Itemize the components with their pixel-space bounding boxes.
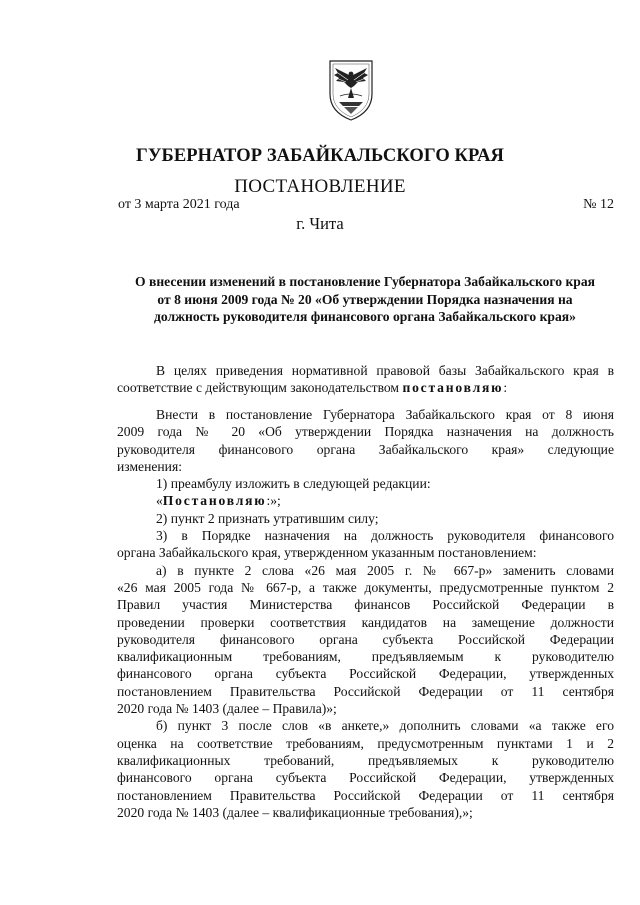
preamble-text: соответствие с действующим законодательством — [117, 380, 403, 396]
document-subject — [112, 273, 618, 326]
body-line: органа Забайкальского края, утвержденном указанным постановлением: — [117, 545, 537, 561]
body-line: 2) пункт 2 признать утратившим силу; — [156, 510, 379, 526]
body-line: квалификационных требований, предъявляемых к руководителю — [117, 752, 614, 768]
authority-title: ГУБЕРНАТОР ЗАБАЙКАЛЬСКОГО КРАЯ — [135, 146, 505, 166]
body-line: б) пункт 3 после слов «в анкете,» дополнить словами «а также его — [156, 718, 614, 734]
body-line: постановлением Правительства Российской Федерации от 11 сентября — [117, 683, 614, 699]
document-type: ПОСТАНОВЛЕНИЕ — [234, 176, 406, 197]
body-line: оценка на соответствие требованиям, предусмотренным пунктами 1 и 2 — [117, 735, 614, 751]
coat-of-arms-emblem — [326, 58, 376, 122]
preamble-line: В целях приведения нормативной правовой базы Забайкальского края в — [156, 363, 614, 378]
preamble-line — [117, 379, 614, 396]
subject-line: должность руководителя финансового органа Забайкальского края» — [154, 309, 576, 324]
body-line: проведении проверки соответствия кандидатов на замещение должности — [117, 614, 614, 630]
body-line: изменения: — [117, 458, 182, 474]
body-line: 1) преамбулу изложить в следующей редакции: — [156, 476, 431, 492]
body-line — [117, 492, 614, 509]
body-line: 2020 года № 1403 (далее – квалификационные требования),»; — [117, 804, 473, 820]
document-number: № 12 — [583, 197, 614, 212]
quote-open: « — [156, 493, 163, 509]
body-line: 2020 года № 1403 (далее – Правила)»; — [117, 701, 337, 717]
body-line: руководителя финансового органа субъекта Российской Федерации — [117, 631, 614, 647]
body-line: «26 мая 2005 года № 667-р, а также документы, предусмотренные пунктом 2 — [117, 579, 614, 595]
quote-close: :»; — [266, 493, 281, 509]
body-line: руководителя финансового органа Забайкальского края» следующие — [117, 441, 614, 457]
body-line: финансового органа субъекта Российской Федерации, утвержденных — [117, 666, 614, 682]
body-line: постановлением Правительства Российской Федерации от 11 сентября — [117, 787, 614, 803]
preamble — [117, 362, 614, 397]
city: г. Чита — [296, 214, 344, 233]
subject-line: О внесении изменений в постановление Губернатора Забайкальского края — [135, 274, 595, 289]
preamble-colon: : — [503, 380, 508, 396]
body-line: финансового органа субъекта Российской Федерации, утвержденных — [117, 770, 614, 786]
body-line: Внести в постановление Губернатора Забайкальского края от 8 июня — [156, 407, 614, 422]
preamble-keyword: постановляю — [402, 380, 504, 396]
subject-line: от 8 июня 2009 года № 20 «Об утверждении Порядка назначения на — [157, 291, 573, 307]
body-line: 3) в Порядке назначения на должность руководителя финансового — [156, 528, 614, 544]
body-text — [117, 406, 614, 821]
body-line: 2009 года № 20 «Об утверждении Порядка назначения на должность — [117, 424, 614, 440]
body-line: а) в пункте 2 слова «26 мая 2005 г. № 667-р» заменить словами — [156, 562, 614, 578]
document-date: от 3 марта 2021 года — [118, 197, 240, 212]
body-line: квалификационным требованиям, предъявляемым к руководителю — [117, 649, 614, 665]
quote-keyword: Постановляю — [162, 493, 267, 509]
body-line: Правил участия Министерства финансов Российской Федерации в — [117, 597, 614, 613]
